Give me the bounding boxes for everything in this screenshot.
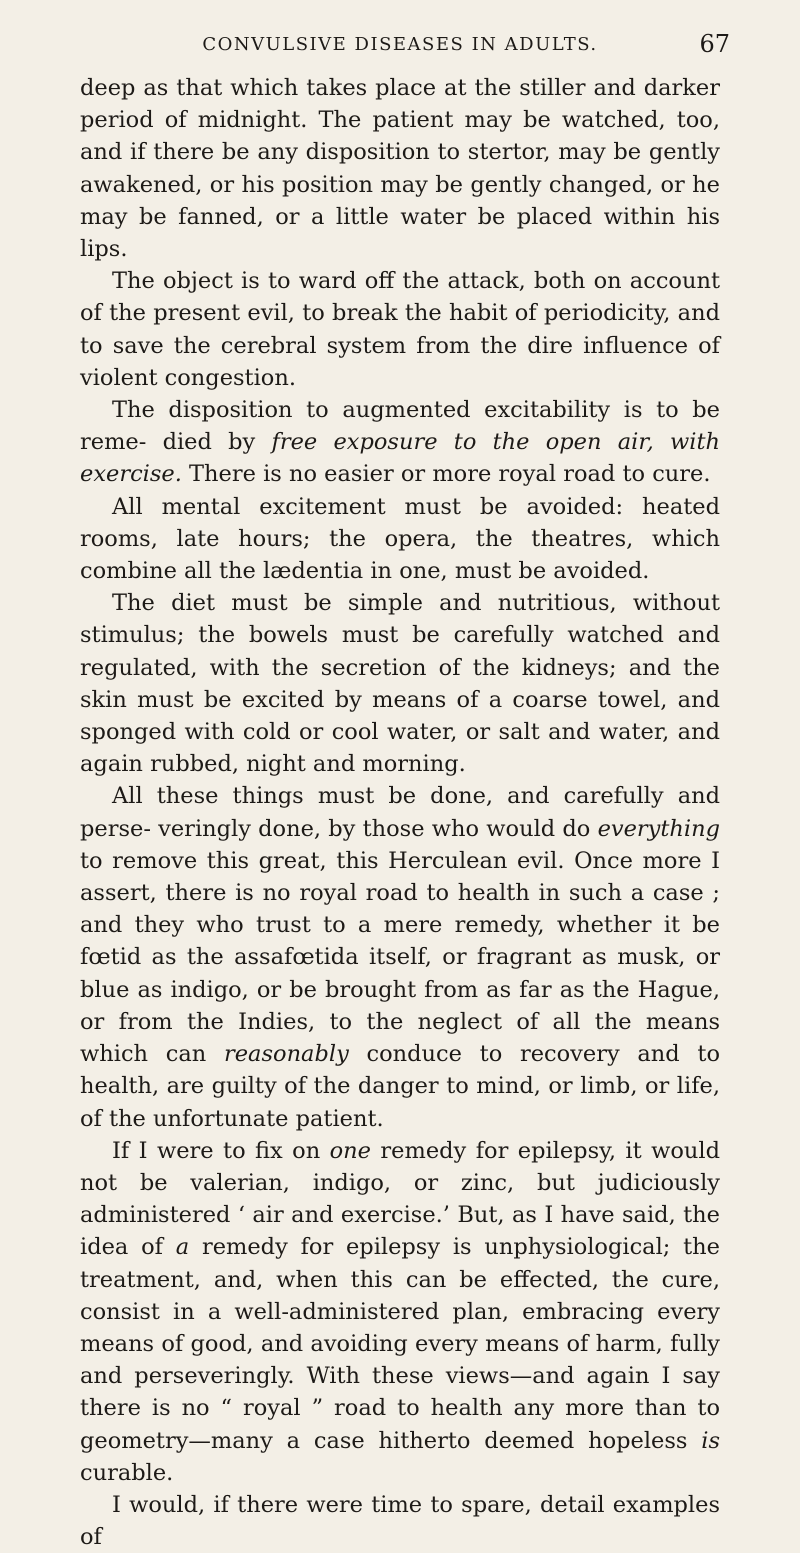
text-run: The diet must be simple and nutritious, without stimulus; the bowels must be carefully watched and regulated, with the secretion of the kidneys; and the skin must be excited by means of a coarse towel, and sponged with cold or cool water, or salt and water, and again rubbed, night and morning.: [80, 590, 720, 778]
italic-phrase: a: [175, 1234, 190, 1261]
text-run: If I were to fix on: [112, 1137, 330, 1164]
page-number: 67: [699, 30, 730, 58]
body-text: [80, 72, 720, 1553]
text-run: There is no easier or more royal road to cure.: [181, 461, 711, 488]
text-run: The object is to ward off the attack, both on account of the present evil, to break the habit of periodicity, and to save the cerebral system from the dire influence of violent congestion.: [80, 268, 720, 391]
text-run: The disposition to augmented excitability is to be reme- died by: [80, 397, 720, 456]
italic-phrase: everything: [597, 815, 720, 842]
text-run: remedy for epilepsy is unphysiological; the treatment, and, when this can be effected, the cure, consist in a well-administered plan, embracing every means of good, and avoiding every means of harm, fully and perseveringly. With these views—and again I say there is no “ royal ” road to health any more than to geometry—many a case hitherto deemed hopeless: [80, 1234, 720, 1454]
paragraph-continuation: [80, 72, 720, 265]
paragraph-one-remedy: [80, 1135, 720, 1489]
text-run: All these things must be done, and carefully and perse- veringly done, by those who would do: [80, 783, 720, 842]
paragraph-object-of-treatment: [80, 265, 720, 394]
text-run: conduce to recovery and to health, are guilty of the danger to mind, or limb, or life, of the unfortunate patient.: [80, 1041, 720, 1132]
paragraph-disposition: [80, 394, 720, 491]
text-run: to remove this great, this Herculean evil. Once more I assert, there is no royal road to health in such a case ; and they who trust to a mere remedy, whether it be fœtid as the assafœtida itself, or fragrant as musk, or blue as indigo, or be brought from as far as the Hague, or from the Indies, to the neglect of all the means which can: [80, 847, 720, 1068]
italic-phrase: reasonably: [223, 1041, 349, 1068]
text-run: remedy for epilepsy, it would not be valerian, indigo, or zinc, but judiciously administered ‘ air and exercise.’ But, as I have said, the idea of: [80, 1137, 720, 1261]
paragraph-perseverance: [80, 780, 720, 1134]
text-run: All mental excitement must be avoided: heated rooms, late hours; the opera, the theatres, which combine all the lædentia in one, must be avoided.: [80, 493, 720, 585]
italic-phrase: one: [329, 1137, 371, 1164]
italic-phrase: free exposure to the open air, with exercise.: [80, 429, 720, 488]
paragraph-diet: [80, 587, 720, 780]
italic-phrase: is: [701, 1427, 720, 1454]
text-run: I would, if there were time to spare, detail examples of: [80, 1491, 720, 1551]
text-run: deep as that which takes place at the stiller and darker period of midnight. The patient may be watched, too, and if there be any disposition to stertor, may be gently awakened, or his position may be gently changed, or he may be fanned, or a little water be placed within his lips.: [80, 75, 720, 263]
paragraph-mental-excitement: [80, 491, 720, 588]
text-run: curable.: [80, 1459, 174, 1486]
page-header: [80, 24, 730, 60]
running-head: CONVULSIVE DISEASES IN ADULTS.: [202, 34, 598, 55]
paragraph-final-line: [80, 1489, 720, 1553]
